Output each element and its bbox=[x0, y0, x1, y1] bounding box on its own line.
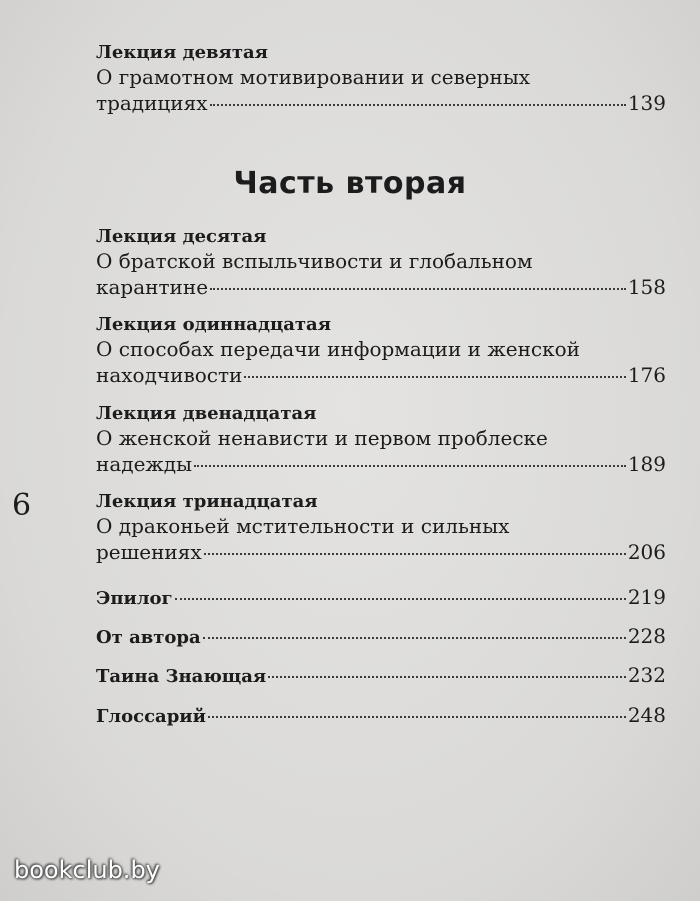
dot-leader bbox=[244, 376, 625, 378]
lecture-title-line: О драконьей мстительности и сильных bbox=[96, 514, 510, 538]
toc-entry-lecture-12 bbox=[96, 403, 666, 477]
toc-dotline bbox=[96, 90, 666, 116]
lecture-title-line: О способах передачи информации и женской bbox=[96, 337, 580, 361]
entry-label: От автора bbox=[96, 627, 201, 648]
toc-dotline bbox=[96, 451, 666, 477]
toc-dotline bbox=[96, 362, 666, 388]
dot-leader bbox=[210, 104, 626, 106]
entry-label: Таина Знающая bbox=[96, 666, 267, 687]
page-ref: 219 bbox=[627, 585, 666, 609]
toc-entry-lecture-11 bbox=[96, 314, 666, 388]
page-ref: 139 bbox=[627, 91, 666, 115]
entry-label: Глоссарий bbox=[96, 706, 206, 727]
toc-entry-glossary bbox=[96, 702, 666, 730]
dot-leader bbox=[210, 288, 626, 290]
watermark: bookclub.by bbox=[14, 856, 160, 884]
toc-dotline bbox=[96, 702, 666, 730]
toc-dotline bbox=[96, 584, 666, 612]
lecture-heading: Лекция тринадцатая bbox=[96, 491, 318, 512]
dot-leader bbox=[175, 598, 626, 600]
toc-entry-lecture-13 bbox=[96, 491, 666, 565]
page-ref: 189 bbox=[627, 452, 666, 476]
dot-leader bbox=[204, 553, 626, 555]
lecture-title-line: О женской ненависти и первом проблеске bbox=[96, 426, 548, 450]
toc-dotline bbox=[96, 274, 666, 300]
toc-dotline bbox=[96, 662, 666, 690]
lecture-title-line: карантине bbox=[96, 275, 209, 299]
entry-label: Эпилог bbox=[96, 588, 173, 609]
lecture-title-line: надежды bbox=[96, 452, 193, 476]
page-ref: 248 bbox=[627, 703, 666, 727]
dot-leader bbox=[208, 716, 626, 718]
lecture-title-line: решениях bbox=[96, 540, 202, 564]
toc-entry-taina bbox=[96, 662, 666, 690]
lecture-heading: Лекция двенадцатая bbox=[96, 403, 317, 424]
part-title: Часть вторая bbox=[233, 166, 467, 201]
lecture-title-line: О грамотном мотивировании и северных bbox=[96, 65, 531, 89]
lecture-title-line: находчивости bbox=[96, 363, 243, 387]
lecture-title-line: О братской вспыльчивости и глобальном bbox=[96, 249, 533, 273]
page-ref: 228 bbox=[627, 624, 666, 648]
dot-leader bbox=[203, 637, 626, 639]
page-ref: 232 bbox=[627, 663, 666, 687]
page-ref: 176 bbox=[627, 363, 666, 387]
toc-entry-epilogue bbox=[96, 584, 666, 612]
page-number: 6 bbox=[12, 488, 32, 523]
toc-entry-lecture-10 bbox=[96, 226, 666, 300]
page-ref: 206 bbox=[627, 540, 666, 564]
toc-dotline bbox=[96, 623, 666, 651]
lecture-heading: Лекция одиннадцатая bbox=[96, 314, 332, 335]
dot-leader bbox=[194, 465, 626, 467]
lecture-heading: Лекция десятая bbox=[96, 226, 267, 247]
dot-leader bbox=[268, 676, 626, 678]
toc-entry-lecture-9 bbox=[96, 42, 666, 116]
toc-entry-from-author bbox=[96, 623, 666, 651]
toc-dotline bbox=[96, 539, 666, 565]
lecture-title-line: традициях bbox=[96, 91, 208, 115]
lecture-heading: Лекция девятая bbox=[96, 42, 268, 63]
page-ref: 158 bbox=[627, 275, 666, 299]
